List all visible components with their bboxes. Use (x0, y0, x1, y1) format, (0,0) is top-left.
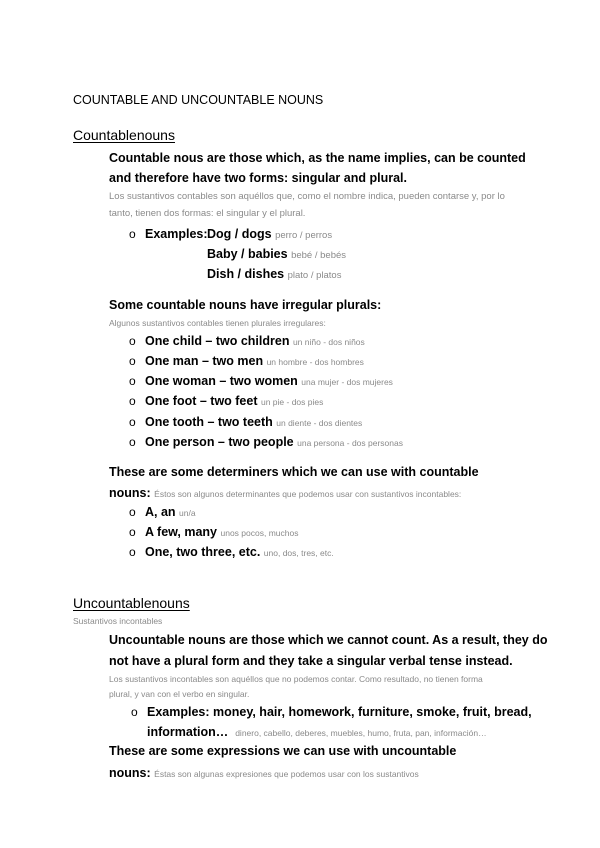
determiners-intro-line1: These are some determiners which we can use with countable (109, 465, 479, 479)
irregular-intro: Some countable nouns have irregular plurals: (109, 298, 382, 312)
uncountable-heading: Uncountablenouns (73, 595, 190, 611)
examples-label: Examples: (145, 227, 208, 241)
countable-definition-es-line2: tanto, tienen dos formas: el singular y el plural. (109, 208, 306, 219)
uncountable-definition-es-line1: Los sustantivos incontables son aquéllos que no podemos contar. Como resultado, no tienen forma (109, 674, 483, 684)
bullet-icon: o (129, 227, 136, 241)
uncountable-examples-line2: information… dinero, cabello, deberes, muebles, humo, fruta, pan, información… (147, 725, 487, 739)
uncountable-definition-line1: Uncountable nouns are those which we cannot count. As a result, they do (109, 633, 548, 647)
list-item: A few, many unos pocos, muchos (145, 525, 299, 539)
bullet-icon: o (129, 545, 136, 559)
list-item: One, two three, etc. uno, dos, tres, etc. (145, 545, 334, 559)
list-item: One person – two people una persona - dos personas (145, 435, 403, 449)
bullet-icon: o (129, 505, 136, 519)
expressions-intro-line2: nouns: Éstas son algunas expresiones que podemos usar con los sustantivos (109, 766, 419, 780)
list-item: One woman – two women una mujer - dos mujeres (145, 374, 393, 388)
list-item: One foot – two feet un pie - dos pies (145, 394, 324, 408)
countable-definition-es-line1: Los sustantivos contables son aquéllos que, como el nombre indica, pueden contarse y, por lo (109, 191, 505, 202)
countable-definition-line2: and therefore have two forms: singular and plural. (109, 171, 407, 185)
determiners-intro-line2: nouns: Éstos son algunos determinantes que podemos usar con sustantivos incontables: (109, 486, 462, 500)
uncountable-definition-es-line2: plural, y van con el verbo en singular. (109, 689, 250, 699)
example-item: Dish / dishes plato / platos (207, 267, 342, 281)
bullet-icon: o (131, 705, 138, 719)
irregular-intro-es: Algunos sustantivos contables tienen plurales irregulares: (109, 318, 326, 328)
bullet-icon: o (129, 415, 136, 429)
countable-heading: Countablenouns (73, 127, 175, 143)
bullet-icon: o (129, 374, 136, 388)
list-item: A, an un/a (145, 505, 196, 519)
bullet-icon: o (129, 394, 136, 408)
countable-definition-line1: Countable nous are those which, as the name implies, can be counted (109, 151, 526, 165)
uncountable-examples-line1: Examples: money, hair, homework, furniture, smoke, fruit, bread, (147, 705, 532, 719)
page-title: COUNTABLE AND UNCOUNTABLE NOUNS (73, 93, 324, 107)
list-item: One child – two children un niño - dos niños (145, 334, 365, 348)
bullet-icon: o (129, 525, 136, 539)
bullet-icon: o (129, 334, 136, 348)
expressions-intro-line1: These are some expressions we can use with uncountable (109, 744, 457, 758)
uncountable-definition-line2: not have a plural form and they take a singular verbal tense instead. (109, 654, 513, 668)
example-item: Baby / babies bebé / bebés (207, 247, 347, 261)
bullet-icon: o (129, 354, 136, 368)
bullet-icon: o (129, 435, 136, 449)
uncountable-heading-es: Sustantivos incontables (73, 616, 163, 626)
example-item: Dog / dogs perro / perros (207, 227, 333, 241)
list-item: One man – two men un hombre - dos hombres (145, 354, 364, 368)
list-item: One tooth – two teeth un diente - dos dientes (145, 415, 363, 429)
